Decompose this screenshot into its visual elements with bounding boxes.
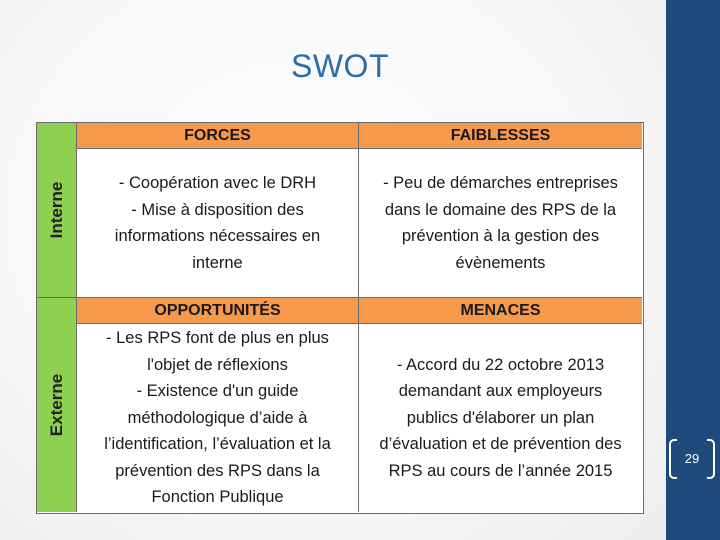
menaces-cell bbox=[359, 324, 642, 512]
opportunites-cell bbox=[77, 324, 359, 512]
faiblesses-text: - Peu de démarches entreprises dans le domaine des RPS de la prévention à la gestion des évènements bbox=[383, 174, 618, 272]
menaces-header: MENACES bbox=[359, 298, 642, 324]
opportunites-text: - Les RPS font de plus en plus l'objet de réflexions - Existence d'un guide méthodologique d’aide à l’identification, l’évaluation et la prévention des RPS dans la Fonction Publique bbox=[104, 329, 331, 507]
forces-header: FORCES bbox=[77, 123, 359, 149]
bracket-right-icon bbox=[707, 439, 715, 479]
swot-table bbox=[36, 122, 644, 514]
row-label-external-cell bbox=[37, 298, 77, 512]
row-label-internal: Interne bbox=[46, 181, 66, 239]
opportunites-header: OPPORTUNITÉS bbox=[77, 298, 359, 324]
row-label-external: Externe bbox=[46, 373, 66, 437]
faiblesses-header: FAIBLESSES bbox=[359, 123, 642, 149]
forces-cell bbox=[77, 149, 359, 298]
faiblesses-cell bbox=[359, 149, 642, 298]
slide-title: SWOT bbox=[291, 48, 389, 84]
bracket-left-icon bbox=[669, 439, 677, 479]
page-number: 29 bbox=[684, 451, 700, 466]
page-number-badge bbox=[667, 437, 717, 481]
row-label-internal-cell bbox=[37, 123, 77, 298]
forces-text: - Coopération avec le DRH - Mise à disposition des informations nécessaires en interne bbox=[114, 174, 321, 272]
menaces-text: - Accord du 22 octobre 2013 demandant aux employeurs publics d'élaborer un plan d’évaluation et de prévention des RPS au cours de l’année 2015 bbox=[379, 355, 622, 480]
